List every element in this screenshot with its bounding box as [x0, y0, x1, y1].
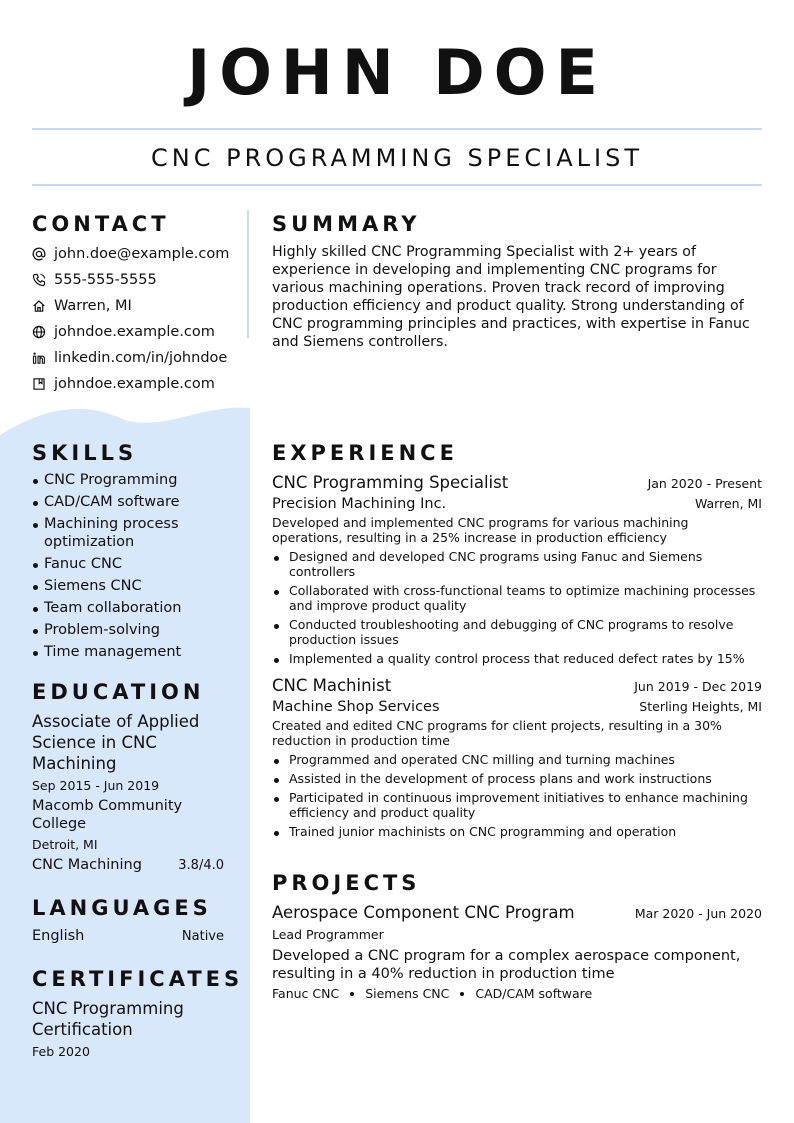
education-heading: EDUCATION: [32, 680, 205, 704]
project-role: Lead Programmer: [272, 927, 384, 942]
experience-dates: Jan 2020 - Present: [647, 476, 762, 491]
bookmark-icon: [32, 377, 46, 391]
experience-bullet: Designed and developed CNC programs using Fanuc and Siemens controllers: [272, 549, 762, 579]
certificates-heading: CERTIFICATES: [32, 967, 244, 991]
experience-location: Sterling Heights, MI: [639, 699, 762, 714]
experience-bullet: Programmed and operated CNC milling and turning machines: [272, 752, 762, 767]
contact-phone-text: 555-555-5555: [54, 272, 157, 288]
skill-item: Machining process optimization: [32, 515, 237, 551]
projects-heading: PROJECTS: [272, 871, 421, 895]
contact-location-text: Warren, MI: [54, 298, 132, 314]
project-tag: CAD/CAM software: [475, 986, 593, 1001]
education-degree: Associate of Applied Science in CNC Machining: [32, 712, 200, 773]
languages-heading: LANGUAGES: [32, 896, 212, 920]
experience-company: Precision Machining Inc.: [272, 496, 447, 512]
contact-portfolio[interactable]: [32, 371, 247, 397]
experience-bullet: Assisted in the development of process plans and work instructions: [272, 771, 762, 786]
experience-title: CNC Programming Specialist: [272, 473, 509, 492]
project-tag: Siemens CNC: [365, 986, 450, 1001]
skill-item: CAD/CAM software: [32, 493, 237, 511]
skills-heading: SKILLS: [32, 441, 138, 465]
skills-list: [32, 471, 237, 665]
experience-bullet: Trained junior machinists on CNC programming and operation: [272, 824, 762, 839]
experience-company: Machine Shop Services: [272, 699, 440, 715]
tag-separator-dot: [350, 992, 354, 996]
experience-entry: [272, 675, 762, 843]
experience-entry: [272, 472, 762, 670]
language-name: English: [32, 928, 85, 944]
at-icon: [32, 247, 46, 261]
certificate-name: CNC Programming Certification: [32, 999, 184, 1039]
candidate-name: JOHN DOE: [187, 36, 607, 109]
summary-heading: SUMMARY: [272, 212, 421, 236]
education-location: Detroit, MI: [32, 837, 98, 852]
skill-item: Problem-solving: [32, 621, 237, 639]
experience-description: Created and edited CNC programs for client projects, resulting in a 30% reduction in production time: [272, 718, 722, 748]
contact-linkedin-text: linkedin.com/in/johndoe: [54, 350, 228, 366]
project-title: Aerospace Component CNC Program: [272, 903, 575, 922]
contact-email[interactable]: [32, 241, 247, 267]
globe-icon: [32, 325, 46, 339]
contact-website-text: johndoe.example.com: [54, 324, 215, 340]
education-gpa: 3.8/4.0: [178, 858, 224, 873]
skill-item: Fanuc CNC: [32, 555, 237, 573]
column-divider: [247, 210, 249, 338]
experience-dates: Jun 2019 - Dec 2019: [634, 679, 762, 694]
header-divider-top: [32, 128, 762, 130]
experience-bullet: Conducted troubleshooting and debugging of CNC programs to resolve production issues: [272, 617, 762, 647]
certificate-date: Feb 2020: [32, 1044, 90, 1059]
contact-location: [32, 293, 247, 319]
contact-linkedin[interactable]: [32, 345, 247, 371]
education-dates: Sep 2015 - Jun 2019: [32, 778, 160, 793]
skill-item: Siemens CNC: [32, 577, 237, 595]
tag-separator-dot: [460, 992, 464, 996]
header-divider-bottom: [32, 184, 762, 186]
phone-icon: [32, 273, 46, 287]
skill-item: CNC Programming: [32, 471, 237, 489]
experience-heading: EXPERIENCE: [272, 441, 458, 465]
contact-email-text: john.doe@example.com: [54, 246, 230, 262]
home-icon: [32, 299, 46, 313]
job-title: CNC PROGRAMMING SPECIALIST: [151, 144, 643, 172]
education-school: Macomb Community College: [32, 798, 183, 832]
experience-bullet: Implemented a quality control process that reduced defect rates by 15%: [272, 651, 762, 666]
experience-location: Warren, MI: [694, 496, 762, 511]
contact-list: [32, 241, 247, 397]
project-dates: Mar 2020 - Jun 2020: [634, 906, 762, 921]
contact-portfolio-text: johndoe.example.com: [54, 376, 215, 392]
contact-heading: CONTACT: [32, 212, 170, 236]
skill-item: Time management: [32, 643, 237, 661]
language-level: Native: [181, 929, 224, 944]
experience-title: CNC Machinist: [272, 676, 392, 695]
education-field: CNC Machining: [32, 857, 142, 873]
project-description: Developed a CNC program for a complex aerospace component, resulting in a 40% reduction in production time: [272, 948, 741, 982]
project-entry: [272, 902, 762, 1001]
linkedin-icon: [32, 351, 46, 365]
experience-bullet: Collaborated with cross-functional teams to optimize machining processes and improve product quality: [272, 583, 762, 613]
experience-description: Developed and implemented CNC programs for various machining operations, resulting in a 25% increase in production efficiency: [272, 515, 689, 545]
experience-bullet: Participated in continuous improvement initiatives to enhance machining efficiency and product quality: [272, 790, 762, 820]
project-tag: Fanuc CNC: [272, 986, 340, 1001]
project-tags: [272, 986, 762, 1001]
summary-text: Highly skilled CNC Programming Specialist with 2+ years of experience in developing and implementing CNC programs for various machining operations. Proven track record of improving production efficiency and product quality. Strong understanding of CNC programming principles and practices, with expertise in Fanuc and Siemens controllers.: [272, 244, 750, 350]
contact-phone[interactable]: [32, 267, 247, 293]
skill-item: Team collaboration: [32, 599, 237, 617]
contact-website[interactable]: [32, 319, 247, 345]
